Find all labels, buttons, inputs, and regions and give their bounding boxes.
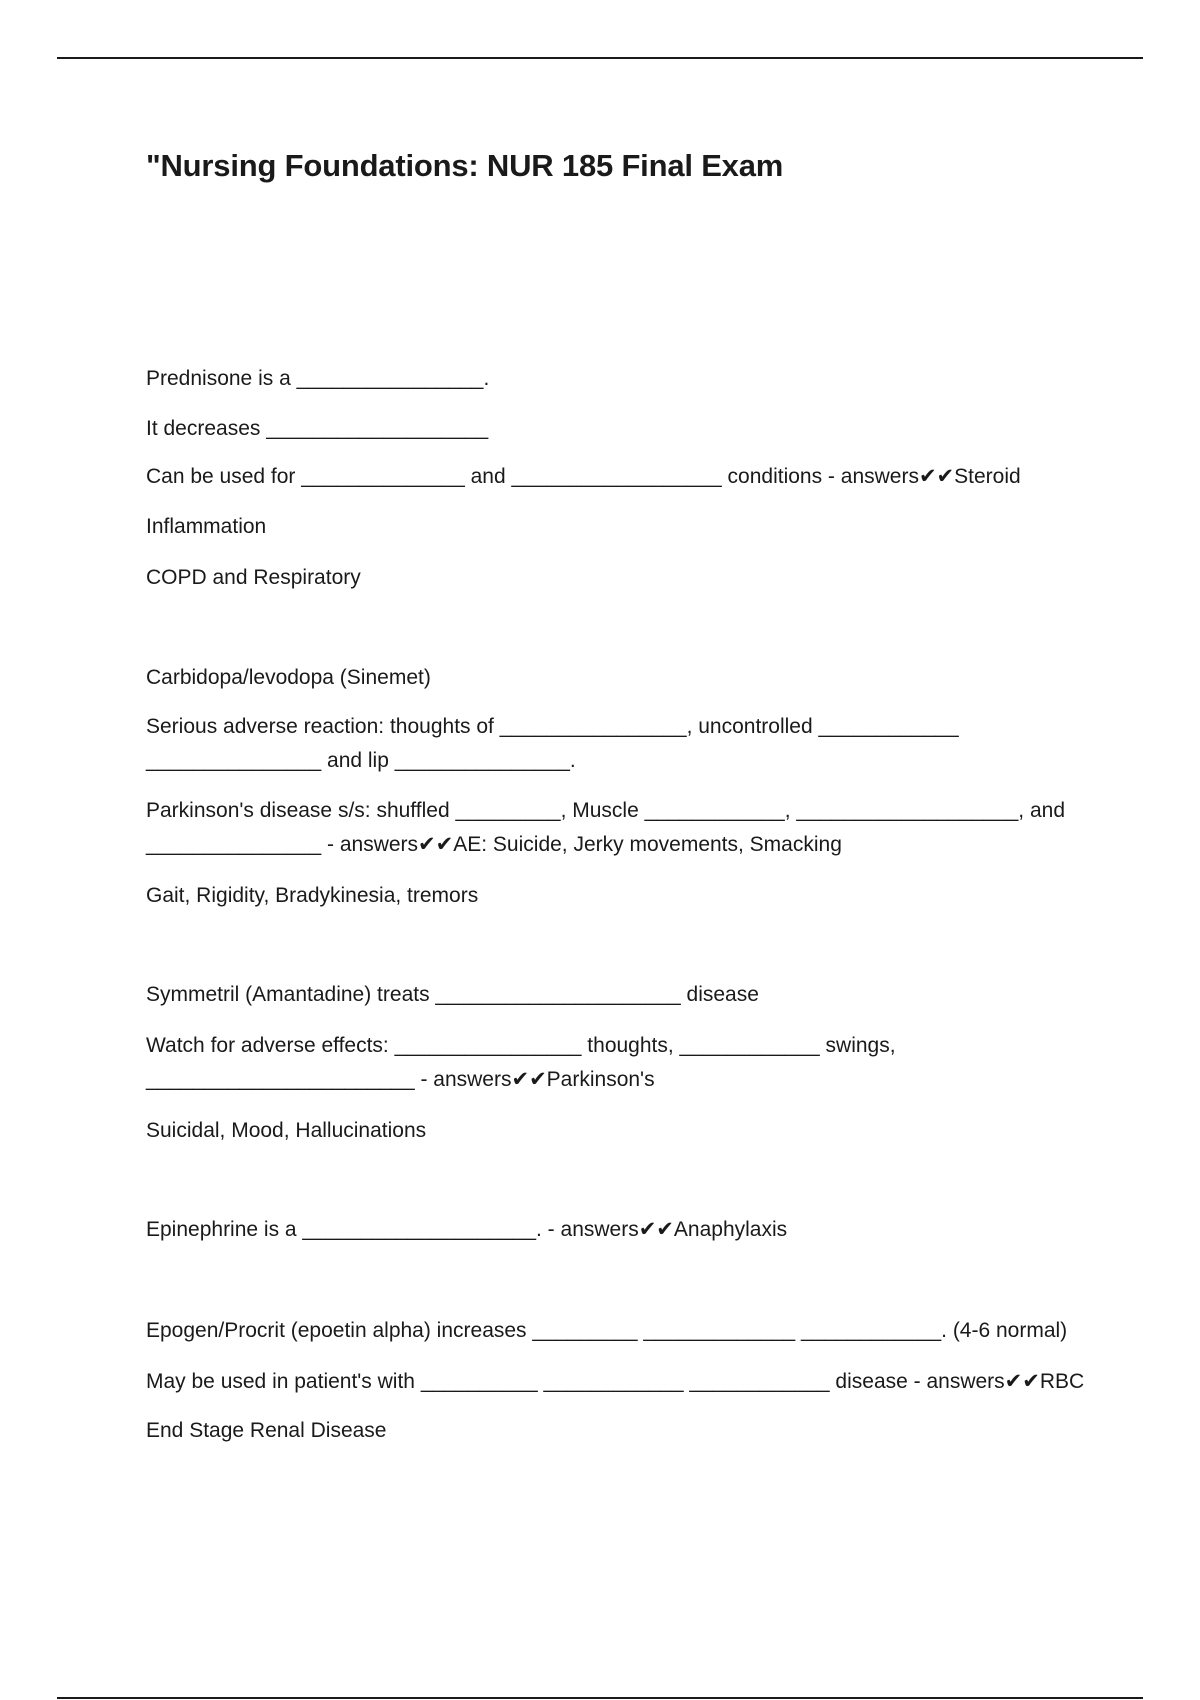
answer-line: Inflammation [146, 515, 267, 538]
question-line: _______________ and lip _______________. [146, 749, 576, 772]
question-line: Watch for adverse effects: ________________ thoughts, ____________ swings, [146, 1034, 896, 1057]
bottom-rule [57, 1697, 1143, 1699]
answer-line: Suicidal, Mood, Hallucinations [146, 1119, 427, 1142]
answer-line: COPD and Respiratory [146, 566, 361, 589]
question-line: Symmetril (Amantadine) treats _____________________ disease [146, 983, 759, 1006]
answer-line: End Stage Renal Disease [146, 1419, 387, 1442]
page-title: "Nursing Foundations: NUR 185 Final Exam [146, 148, 784, 183]
question-line: Serious adverse reaction: thoughts of ________________, uncontrolled ____________ [146, 715, 959, 738]
question-line: It decreases ___________________ [146, 417, 489, 440]
question-line: Can be used for ______________ and __________________ conditions - answers✔✔Steroid [146, 465, 1021, 488]
question-line: Epogen/Procrit (epoetin alpha) increases _________ _____________ ____________. (4-6 normal) [146, 1319, 1068, 1342]
top-rule [57, 57, 1143, 59]
question-line: Epinephrine is a ____________________. - answers✔✔Anaphylaxis [146, 1218, 788, 1241]
question-line: Prednisone is a ________________. [146, 367, 490, 390]
question-line: _______________ - answers✔✔AE: Suicide, Jerky movements, Smacking [146, 833, 842, 856]
answer-line: Gait, Rigidity, Bradykinesia, tremors [146, 884, 479, 907]
question-line: Parkinson's disease s/s: shuffled _________, Muscle ____________, ___________________, and [146, 799, 1066, 822]
question-line: _______________________ - answers✔✔Parkinson's [146, 1068, 655, 1091]
question-line: Carbidopa/levodopa (Sinemet) [146, 666, 431, 689]
question-line: May be used in patient's with __________ ____________ ____________ disease - answers✔✔RBC [146, 1370, 1085, 1393]
